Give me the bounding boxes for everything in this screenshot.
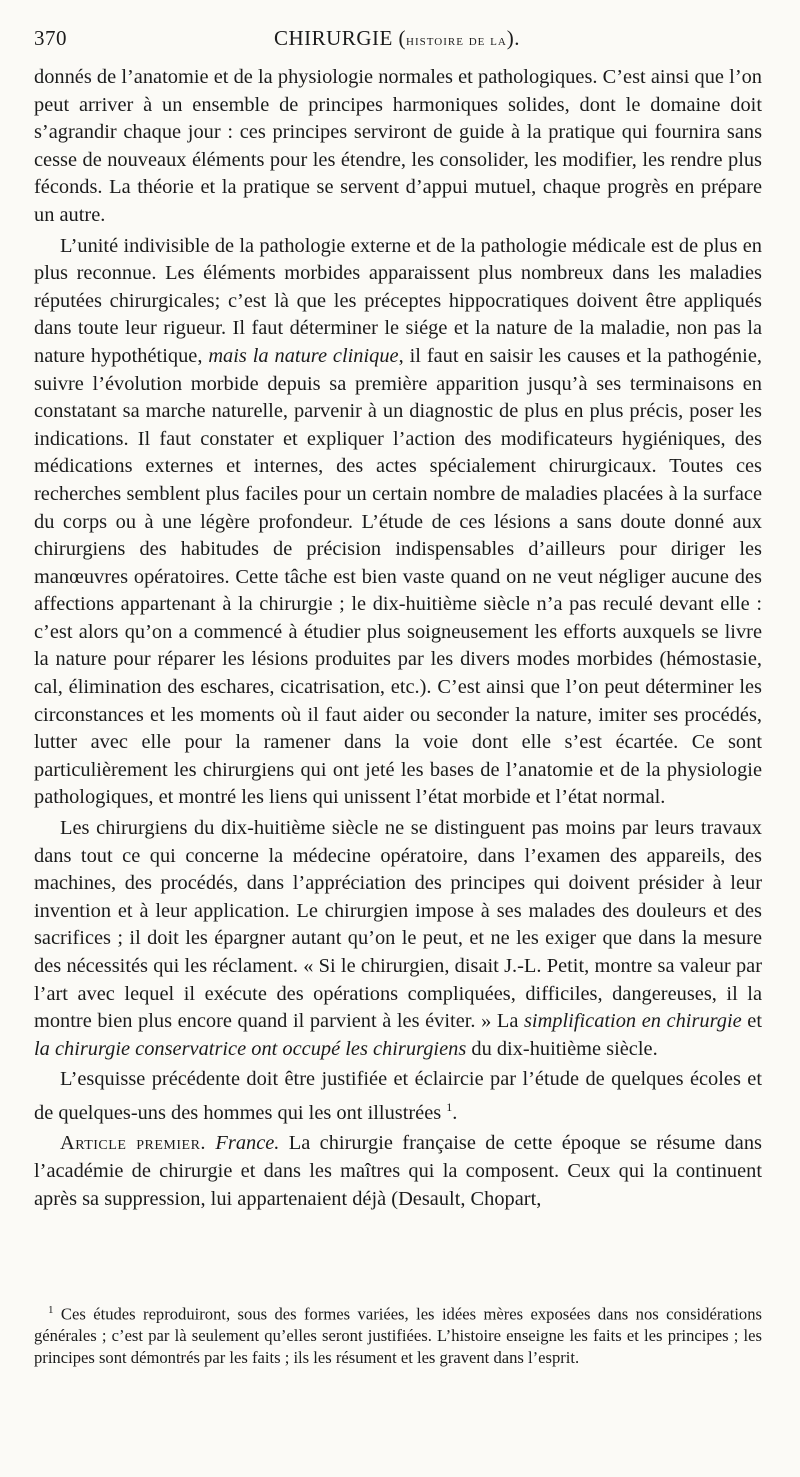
paragraph-2-italic: mais la nature clinique [208,344,399,367]
body-text [34,64,762,1213]
footnote-reference: 1 [446,1099,453,1114]
running-title-main: CHIRURGIE ( [273,26,407,50]
footnote-text: Ces études reproduiront, sous des formes variées, les idées mères exposées dans nos considérations générales ; c’est par là seulement qu’elles seront justifiées. L’histoire enseigne les faits et les principes ; les principes sont démontrés par les faits ; ils les résument et les gravent dans l’esprit. [34,1304,762,1367]
paragraph-3-italic-2: la chirurgie conservatrice ont occupé les chirurgiens [34,1037,467,1060]
paragraph-1-text: donnés de l’anatomie et de la physiologie normales et pathologiques. C’est ainsi que l’on peut arriver à un ensemble de principes harmoniques solides, dont le domaine doit s’agrandir chaque jour : ces principes serviront de guide à la pratique qui fournira sans cesse de nouveaux éléments pour les étendre, les consolider, les modifier, les rendre plus féconds. La théorie et la pratique se servent d’appui mutuel, chaque progrès en prépare un autre. [34,66,762,226]
paragraph-1 [34,64,762,230]
paragraph-3 [34,815,762,1063]
paragraph-4-text-a: L’esquisse précédente doit être justifiée et éclaircie par l’étude de quelques écoles et de quelques-uns des hommes qui les ont illustrées [34,1068,762,1124]
running-title [34,26,760,51]
paragraph-2 [34,233,762,812]
paragraph-3-mid: et [747,1010,762,1033]
footnote-paragraph [34,1300,762,1368]
page-header [34,26,760,60]
footnote [34,1300,762,1368]
article-country: France. [215,1132,280,1155]
footnote-marker: 1 [48,1304,54,1316]
running-title-end: ). [506,26,521,50]
paragraph-3-italic: simplification en chirurgie [523,1010,742,1033]
article-label: Article premier. [60,1132,207,1155]
paragraph-2-text-b: , il faut en saisir les causes et la pathogénie, suivre l’évolution morbide depuis sa première apparition jusqu’à ses terminaisons en constatant sa marche naturelle, parvenir à un diagnostic de plus en plus précis, poser les indications. Il faut constater et expliquer l’action des modificateurs hygiéniques, des médications externes et internes, des actes spécialement chirurgicaux. Toutes ces recherches semblent plus faciles pour un certain nombre de maladies placées à la surface du corps ou à une légère profondeur. L’étude de ces lésions a sans doute donné aux chirurgiens des habitudes de précision indispensables d’ailleurs pour diriger les manœuvres opératoires. Cette tâche est bien vaste quand on ne veut négliger aucune des affections appartenant à la chirurgie ; le dix-huitième siècle n’a pas reculé devant elle : c’est alors qu’on a commencé à étudier plus soigneusement les efforts auxquels se livre la nature pour réparer les lésions produites par les divers modes morbides (hémostasie, cal, élimination des eschares, cicatrisation, etc.). C’est ainsi que l’on peut déterminer les circonstances et les moments où il faut aider ou seconder la nature, imiter ses procédés, lutter avec elle pour la ramener dans la voie dont elle s’est écartée. Ce sont particulièrement les chirurgiens qui ont jeté les bases de l’anatomie et de la physiologie pathologiques, et montré les liens qui unissent l’état morbide et l’état normal. [34,344,762,809]
paragraph-4-text-b: . [452,1101,458,1124]
paragraph-5-text: La chirurgie française de cette époque se résume dans l’académie de chirurgie et dans les maîtres qui la composent. Ceux qui la continuent après sa suppression, lui appartenaient déjà (Desault, Chopart, [34,1132,762,1210]
paragraph-5 [34,1130,762,1213]
paragraph-4 [34,1066,762,1127]
page-number: 370 [34,26,67,50]
paragraph-3-text-a: Les chirurgiens du dix-huitième siècle ne se distinguent pas moins par leurs travaux dans tout ce qui concerne la médecine opératoire, dans l’examen des appareils, des machines, des procédés, dans l’appréciation des principes qui doivent présider à leur invention et à leur application. Le chirurgien impose à ses malades des douleurs et des sacrifices ; il doit les épargner autant qu’on le peut, et ne les exiger que dans la mesure des nécessités qui les réclament. « Si le chirurgien, disait J.-L. Petit, montre sa valeur par l’art avec lequel il exécute des opérations compliquées, difficiles, dangereuses, il la montre bien plus encore quand il parvient à les éviter. » La [34,817,762,1033]
paragraph-2-text-a: L’unité indivisible de la pathologie externe et de la pathologie médicale est de plus en plus reconnue. Les éléments morbides apparaissent plus nombreux dans les maladies réputées chirurgicales; c’est là que les préceptes hippocratiques doivent être appliqués dans toute leur rigueur. Il faut déterminer le siége et la nature de la maladie, non pas la nature hypothétique, [34,234,762,367]
paragraph-3-text-b: du dix-huitième siècle. [471,1037,658,1060]
running-title-small-caps: histoire de la [406,33,507,49]
